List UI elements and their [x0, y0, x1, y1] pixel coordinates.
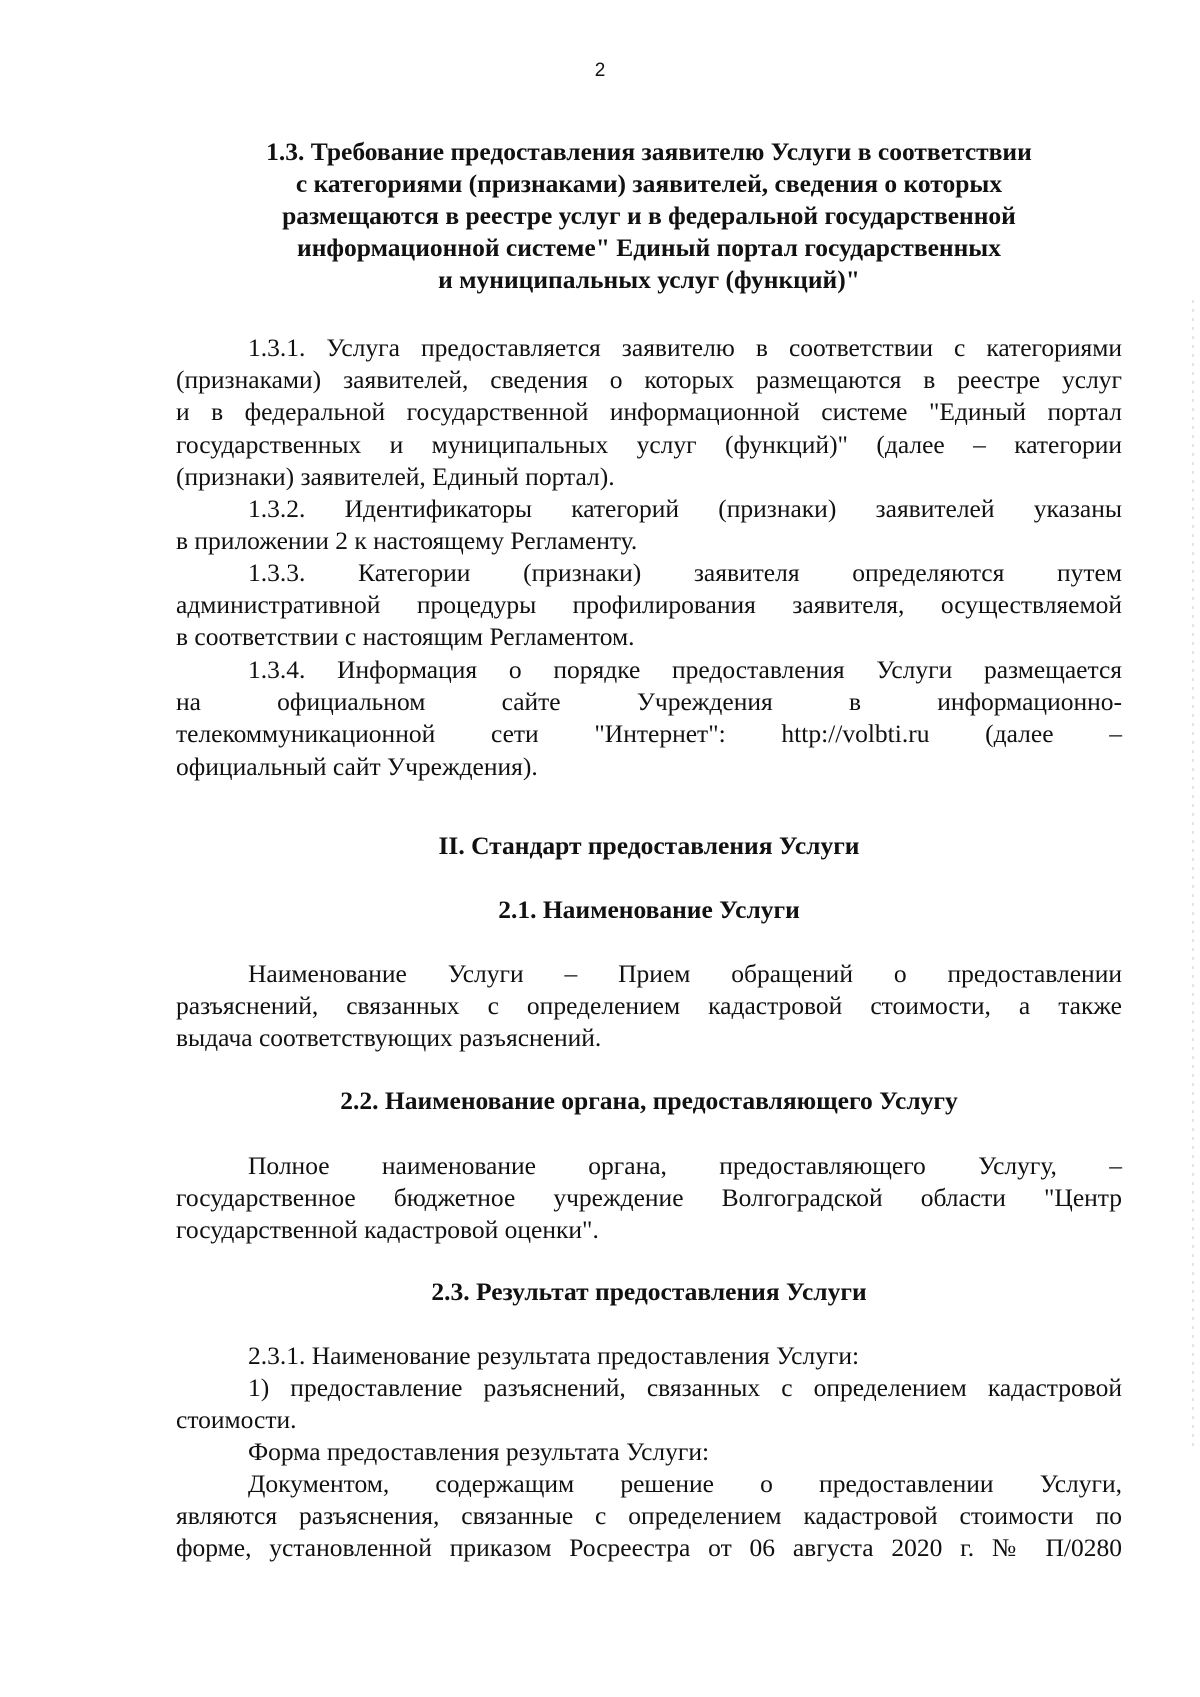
text-line: 1.3.4. Информация о порядке предоставления Услуги размещается — [248, 655, 1122, 684]
heading-line: информационной системе" Единый портал государственных — [297, 233, 1001, 262]
text-line: выдача соответствующих разъяснений. — [176, 1023, 602, 1053]
heading-2-2 — [176, 1085, 1122, 1117]
scan-edge-artifact — [1192, 300, 1194, 1450]
paragraph-2-3-1 — [176, 1340, 1122, 1372]
text-line: Полное наименование органа, предоставляющего Услугу, – — [248, 1151, 1122, 1180]
paragraph-1-3-1 — [176, 332, 1122, 493]
heading-line: II. Стандарт предоставления Услуги — [438, 831, 860, 860]
heading-2-3 — [176, 1276, 1122, 1308]
text-line: в соответствии с настоящим Регламентом. — [176, 622, 635, 652]
heading-line: и муниципальных услуг (функций)" — [438, 265, 860, 294]
paragraph-2-1 — [176, 958, 1122, 1055]
heading-section-2 — [176, 830, 1122, 862]
paragraph-2-3-1-item-1 — [176, 1372, 1122, 1436]
page-number: 2 — [594, 60, 606, 81]
text-line: Документом, содержащим решение о предоставлении Услуги, — [248, 1469, 1122, 1498]
text-line: стоимости. — [176, 1405, 297, 1435]
text-line: (признаки) заявителей, Единый портал). — [176, 461, 615, 491]
paragraph-2-2 — [176, 1150, 1122, 1247]
paragraph-1-3-4 — [176, 654, 1122, 783]
paragraph-result-form — [176, 1436, 1122, 1468]
heading-2-1 — [176, 894, 1122, 926]
text-line: на официальном сайте Учреждения в информационно- — [176, 687, 1122, 717]
heading-1-3 — [176, 136, 1122, 296]
heading-line: 2.3. Результат предоставления Услуги — [431, 1277, 867, 1306]
text-line: административной процедуры профилирования заявителя, осуществляемой — [176, 590, 1122, 620]
text-line: государственной кадастровой оценки". — [176, 1215, 599, 1245]
paragraph-1-3-3 — [176, 557, 1122, 654]
text-line: 2.3.1. Наименование результата предоставления Услуги: — [248, 1341, 860, 1370]
text-line: Форма предоставления результата Услуги: — [248, 1437, 710, 1466]
text-line: Наименование Услуги – Прием обращений о предоставлении — [248, 959, 1122, 988]
text-line: 1.3.2. Идентификаторы категорий (признаки) заявителей указаны — [248, 494, 1122, 523]
text-line: в приложении 2 к настоящему Регламенту. — [176, 526, 638, 556]
text-line: 1.3.3. Категории (признаки) заявителя определяются путем — [248, 558, 1122, 587]
text-line: и в федеральной государственной информационной системе "Единый портал — [176, 397, 1122, 427]
heading-line: 1.3. Требование предоставления заявителю Услуги в соответствии — [266, 137, 1032, 166]
paragraph-result-document — [176, 1468, 1122, 1565]
text-line: форме, установленной приказом Росреестра от 06 августа 2020 г. № П/0280 — [176, 1533, 1122, 1563]
heading-line: 2.1. Наименование Услуги — [498, 895, 800, 924]
text-line: (признаками) заявителей, сведения о которых размещаются в реестре услуг — [176, 365, 1122, 395]
paragraph-1-3-2 — [176, 493, 1122, 557]
heading-line: с категориями (признаками) заявителей, сведения о которых — [295, 169, 1003, 198]
heading-line: размещаются в реестре услуг и в федеральной государственной — [282, 201, 1016, 230]
text-line: телекоммуникационной сети "Интернет": http://volbti.ru (далее – — [176, 719, 1122, 749]
text-line: разъяснений, связанных с определением кадастровой стоимости, а также — [176, 991, 1122, 1021]
text-line: 1) предоставление разъяснений, связанных с определением кадастровой — [248, 1373, 1122, 1402]
text-line: государственное бюджетное учреждение Волгоградской области "Центр — [176, 1183, 1122, 1213]
heading-line: 2.2. Наименование органа, предоставляющего Услугу — [340, 1086, 958, 1115]
text-line: 1.3.1. Услуга предоставляется заявителю в соответствии с категориями — [248, 333, 1122, 362]
text-line: государственных и муниципальных услуг (функций)" (далее – категории — [176, 429, 1122, 459]
text-line: официальный сайт Учреждения). — [176, 751, 538, 781]
text-line: являются разъяснения, связанные с определением кадастровой стоимости по — [176, 1501, 1122, 1531]
